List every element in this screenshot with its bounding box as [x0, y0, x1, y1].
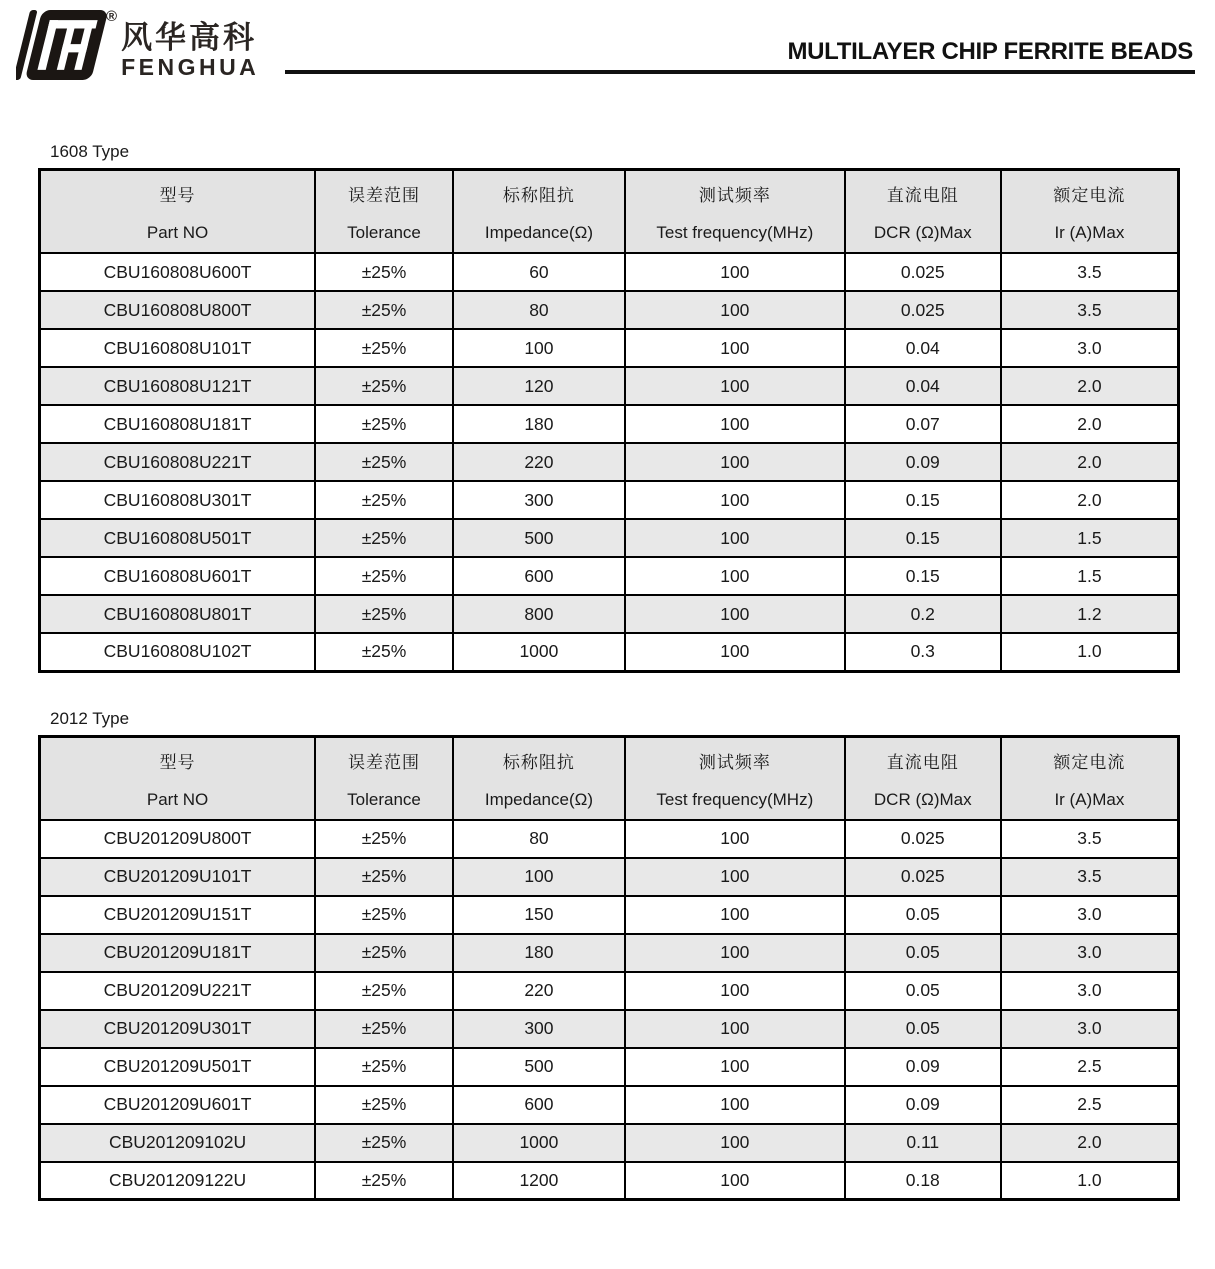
column-header-zh: 误差范围: [348, 752, 421, 772]
value-cell: 0.025: [845, 820, 1001, 858]
value-cell: ±25%: [315, 1086, 453, 1124]
column-header: [453, 170, 625, 254]
table-row: [40, 405, 1179, 443]
column-header-zh: 型号: [159, 186, 196, 205]
value-cell: 1200: [453, 1162, 625, 1200]
value-cell: ±25%: [315, 1048, 453, 1086]
table-row: [40, 481, 1179, 519]
registered-trademark-symbol: ®: [106, 8, 118, 25]
value-cell: ±25%: [315, 1010, 453, 1048]
value-cell: 100: [625, 291, 845, 329]
value-cell: 1.0: [1001, 1162, 1179, 1200]
part-no-cell: CBU201209U800T: [40, 820, 316, 858]
logo-text: [121, 22, 259, 79]
value-cell: 0.07: [845, 405, 1001, 443]
column-header: [845, 736, 1001, 820]
part-no-cell: CBU160808U181T: [40, 405, 316, 443]
table-row: [40, 557, 1179, 595]
value-cell: 3.5: [1001, 820, 1179, 858]
page-body: [0, 142, 1215, 1201]
part-no-cell: CBU160808U301T: [40, 481, 316, 519]
column-header: [625, 170, 845, 254]
value-cell: ±25%: [315, 934, 453, 972]
part-no-cell: CBU160808U101T: [40, 329, 316, 367]
value-cell: 0.2: [845, 595, 1001, 633]
table-row: [40, 253, 1179, 291]
part-no-cell: CBU201209122U: [40, 1162, 316, 1200]
value-cell: 100: [625, 253, 845, 291]
column-header-en: Test frequency(MHz): [656, 789, 814, 809]
value-cell: 600: [453, 1086, 625, 1124]
column-header-zh: 测试频率: [698, 186, 771, 205]
header-row: [40, 170, 1179, 254]
part-no-cell: CBU160808U801T: [40, 595, 316, 633]
table-row: [40, 858, 1179, 896]
section-1608-type: [38, 142, 1180, 673]
value-cell: ±25%: [315, 481, 453, 519]
value-cell: ±25%: [315, 367, 453, 405]
part-no-cell: CBU201209102U: [40, 1124, 316, 1162]
value-cell: 0.11: [845, 1124, 1001, 1162]
value-cell: 100: [625, 972, 845, 1010]
spec-table-1608: [38, 168, 1180, 673]
column-header-en: Part NO: [146, 223, 209, 242]
column-header: [315, 736, 453, 820]
table-row: [40, 329, 1179, 367]
value-cell: 150: [453, 896, 625, 934]
value-cell: 0.09: [845, 1048, 1001, 1086]
part-no-cell: CBU201209U151T: [40, 896, 316, 934]
section-label-1608: 1608 Type: [50, 142, 130, 161]
value-cell: 500: [453, 1048, 625, 1086]
column-header-zh: 误差范围: [348, 186, 421, 205]
value-cell: ±25%: [315, 595, 453, 633]
value-cell: 100: [625, 557, 845, 595]
column-header-en: DCR (Ω)Max: [873, 789, 972, 809]
logo-english-name: FENGHUA: [121, 53, 260, 80]
part-no-cell: CBU160808U121T: [40, 367, 316, 405]
value-cell: 0.3: [845, 633, 1001, 671]
value-cell: 1.5: [1001, 519, 1179, 557]
value-cell: 100: [625, 519, 845, 557]
value-cell: ±25%: [315, 972, 453, 1010]
value-cell: 100: [625, 595, 845, 633]
column-header: [625, 736, 845, 820]
value-cell: 180: [453, 405, 625, 443]
value-cell: ±25%: [315, 557, 453, 595]
table-row: [40, 1086, 1179, 1124]
value-cell: 100: [625, 896, 845, 934]
value-cell: 1.5: [1001, 557, 1179, 595]
table-row: [40, 519, 1179, 557]
value-cell: 220: [453, 443, 625, 481]
part-no-cell: CBU201209U601T: [40, 1086, 316, 1124]
column-header: [1001, 736, 1179, 820]
value-cell: 100: [625, 443, 845, 481]
column-header: [1001, 170, 1179, 254]
table-row: [40, 633, 1179, 671]
table-row: [40, 1162, 1179, 1200]
column-header-en: Ir (A)Max: [1054, 789, 1125, 809]
value-cell: 3.0: [1001, 972, 1179, 1010]
value-cell: 100: [625, 481, 845, 519]
column-header: [40, 736, 316, 820]
value-cell: 0.05: [845, 1010, 1001, 1048]
value-cell: 100: [453, 858, 625, 896]
value-cell: 0.025: [845, 291, 1001, 329]
value-cell: ±25%: [315, 896, 453, 934]
value-cell: 0.04: [845, 367, 1001, 405]
fenghua-fh-logo-icon: [16, 6, 108, 84]
value-cell: 100: [625, 367, 845, 405]
value-cell: 120: [453, 367, 625, 405]
value-cell: 0.18: [845, 1162, 1001, 1200]
value-cell: 3.0: [1001, 934, 1179, 972]
table-row: [40, 1010, 1179, 1048]
column-header-zh: 额定电流: [1053, 186, 1126, 205]
value-cell: 100: [625, 1048, 845, 1086]
table-row: [40, 972, 1179, 1010]
value-cell: 0.15: [845, 481, 1001, 519]
value-cell: 100: [625, 1086, 845, 1124]
value-cell: 100: [625, 1010, 845, 1048]
column-header-zh: 测试频率: [698, 752, 771, 772]
value-cell: 3.0: [1001, 1010, 1179, 1048]
table-row: [40, 934, 1179, 972]
column-header-zh: 直流电阻: [886, 186, 959, 205]
table-row: [40, 291, 1179, 329]
value-cell: 0.05: [845, 972, 1001, 1010]
value-cell: ±25%: [315, 820, 453, 858]
column-header-en: Ir (A)Max: [1054, 223, 1125, 242]
value-cell: 100: [625, 1124, 845, 1162]
value-cell: ±25%: [315, 1124, 453, 1162]
value-cell: 3.0: [1001, 329, 1179, 367]
column-header-en: Impedance(Ω): [484, 223, 593, 242]
value-cell: 0.04: [845, 329, 1001, 367]
value-cell: 300: [453, 481, 625, 519]
value-cell: ±25%: [315, 405, 453, 443]
value-cell: ±25%: [315, 858, 453, 896]
spec-table-2012: [38, 735, 1180, 1202]
column-header-zh: 标称阻抗: [502, 186, 575, 205]
table-row: [40, 820, 1179, 858]
column-header: [845, 170, 1001, 254]
table-row: [40, 896, 1179, 934]
page-title: MULTILAYER CHIP FERRITE BEADS: [787, 38, 1193, 65]
value-cell: 0.025: [845, 858, 1001, 896]
value-cell: 1000: [453, 633, 625, 671]
value-cell: 80: [453, 820, 625, 858]
value-cell: 100: [625, 934, 845, 972]
fenghua-logo: [16, 6, 259, 84]
value-cell: 80: [453, 291, 625, 329]
column-header-en: DCR (Ω)Max: [873, 223, 972, 242]
value-cell: ±25%: [315, 253, 453, 291]
page-header: [0, 0, 1215, 96]
column-header-zh: 型号: [159, 752, 196, 772]
value-cell: 60: [453, 253, 625, 291]
value-cell: 2.0: [1001, 405, 1179, 443]
part-no-cell: CBU201209U301T: [40, 1010, 316, 1048]
value-cell: ±25%: [315, 633, 453, 671]
column-header-en: Tolerance: [347, 789, 421, 809]
column-header: [315, 170, 453, 254]
value-cell: 2.0: [1001, 443, 1179, 481]
part-no-cell: CBU160808U501T: [40, 519, 316, 557]
value-cell: 2.0: [1001, 367, 1179, 405]
value-cell: 0.05: [845, 934, 1001, 972]
value-cell: ±25%: [315, 443, 453, 481]
column-header-en: Tolerance: [347, 223, 421, 242]
table-row: [40, 443, 1179, 481]
value-cell: ±25%: [315, 519, 453, 557]
value-cell: 1.2: [1001, 595, 1179, 633]
column-header-zh: 额定电流: [1053, 752, 1126, 772]
value-cell: 100: [625, 633, 845, 671]
column-header: [453, 736, 625, 820]
value-cell: 0.09: [845, 443, 1001, 481]
logo-chinese-name: 风华高科: [121, 20, 258, 55]
part-no-cell: CBU201209U221T: [40, 972, 316, 1010]
value-cell: 300: [453, 1010, 625, 1048]
value-cell: 500: [453, 519, 625, 557]
column-header: [40, 170, 316, 254]
value-cell: 2.5: [1001, 1048, 1179, 1086]
value-cell: 180: [453, 934, 625, 972]
value-cell: 100: [625, 405, 845, 443]
value-cell: 600: [453, 557, 625, 595]
value-cell: 0.15: [845, 519, 1001, 557]
value-cell: 1000: [453, 1124, 625, 1162]
part-no-cell: CBU201209U101T: [40, 858, 316, 896]
value-cell: 3.0: [1001, 896, 1179, 934]
value-cell: 100: [625, 1162, 845, 1200]
value-cell: 3.5: [1001, 858, 1179, 896]
table-row: [40, 1048, 1179, 1086]
value-cell: ±25%: [315, 291, 453, 329]
part-no-cell: CBU201209U501T: [40, 1048, 316, 1086]
value-cell: 100: [625, 820, 845, 858]
value-cell: 100: [453, 329, 625, 367]
section-2012-type: [38, 709, 1180, 1202]
value-cell: 100: [625, 858, 845, 896]
part-no-cell: CBU201209U181T: [40, 934, 316, 972]
part-no-cell: CBU160808U800T: [40, 291, 316, 329]
table-row: [40, 367, 1179, 405]
value-cell: 100: [625, 329, 845, 367]
value-cell: 0.09: [845, 1086, 1001, 1124]
value-cell: 800: [453, 595, 625, 633]
column-header-en: Test frequency(MHz): [656, 223, 814, 242]
table-row: [40, 595, 1179, 633]
value-cell: 1.0: [1001, 633, 1179, 671]
value-cell: 3.5: [1001, 253, 1179, 291]
section-label-2012: 2012 Type: [50, 708, 130, 728]
value-cell: 2.0: [1001, 481, 1179, 519]
value-cell: 3.5: [1001, 291, 1179, 329]
value-cell: ±25%: [315, 329, 453, 367]
header-row: [40, 736, 1179, 820]
table-row: [40, 1124, 1179, 1162]
value-cell: ±25%: [315, 1162, 453, 1200]
value-cell: 220: [453, 972, 625, 1010]
part-no-cell: CBU160808U600T: [40, 253, 316, 291]
header-rule: [285, 70, 1195, 74]
column-header-en: Part NO: [146, 789, 209, 809]
column-header-zh: 标称阻抗: [502, 752, 575, 772]
value-cell: 2.0: [1001, 1124, 1179, 1162]
part-no-cell: CBU160808U601T: [40, 557, 316, 595]
part-no-cell: CBU160808U221T: [40, 443, 316, 481]
column-header-en: Impedance(Ω): [484, 789, 593, 809]
value-cell: 0.05: [845, 896, 1001, 934]
part-no-cell: CBU160808U102T: [40, 633, 316, 671]
column-header-zh: 直流电阻: [886, 752, 959, 772]
value-cell: 0.15: [845, 557, 1001, 595]
value-cell: 2.5: [1001, 1086, 1179, 1124]
value-cell: 0.025: [845, 253, 1001, 291]
